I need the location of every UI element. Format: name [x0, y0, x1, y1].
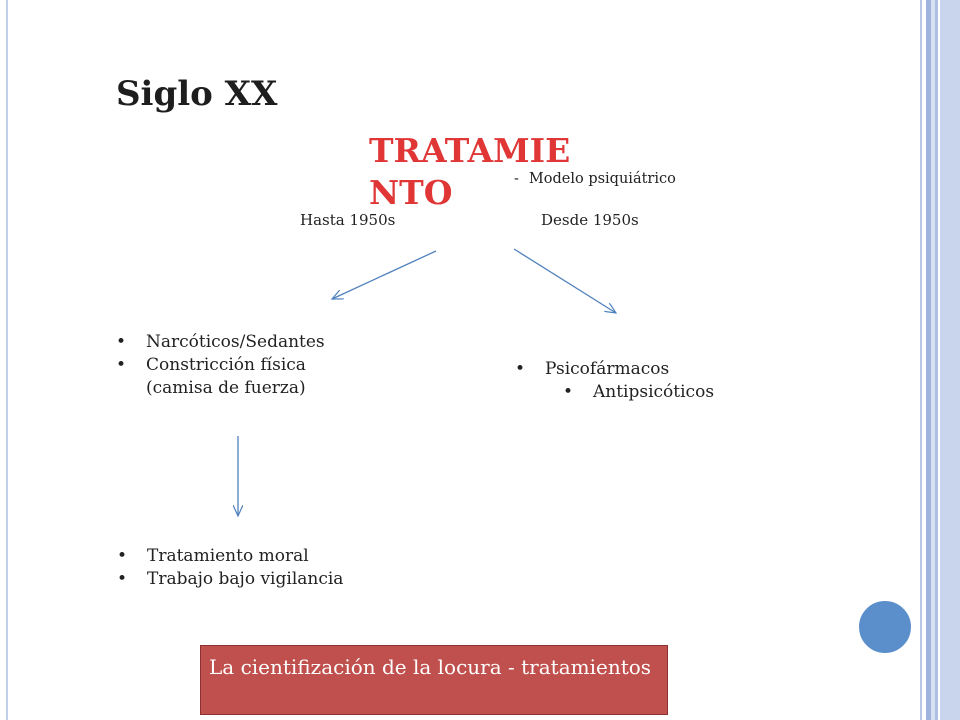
model-note-dash: - — [514, 171, 519, 187]
slide-subtitle: TRATAMIENTO — [369, 131, 571, 212]
arrow-to-left-branch — [332, 251, 436, 299]
list-item: • Tratamiento moral — [115, 545, 415, 568]
arrow-to-right-branch — [514, 249, 616, 313]
model-note-text: Modelo psiquiátrico — [528, 171, 676, 187]
list-item: • Antipsicóticos — [561, 381, 813, 404]
right-period-label: Desde 1950s — [541, 211, 639, 229]
callout-box: La cientifización de la locura - tratamientos — [200, 645, 668, 715]
list-item: • Trabajo bajo vigilancia — [115, 568, 415, 591]
bottom-bullet-list — [115, 545, 415, 591]
list-item: • Psicofármacos — [513, 358, 813, 381]
left-period-label: Hasta 1950s — [300, 211, 396, 229]
right-bullet-list — [513, 358, 813, 404]
list-item: • Constricción física (camisa de fuerza) — [114, 354, 374, 400]
left-bullet-list — [114, 331, 374, 400]
slide-title: Siglo XX — [116, 74, 278, 114]
list-item: • Narcóticos/Sedantes — [114, 331, 374, 354]
